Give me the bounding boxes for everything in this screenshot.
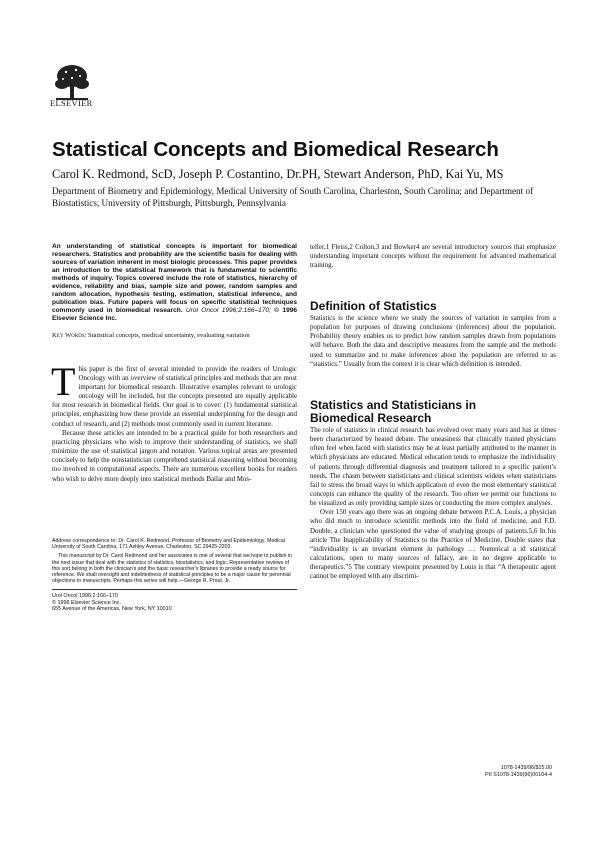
footnotes xyxy=(52,538,297,585)
editorial-note: This manuscript by Dr. Carol Redmond and her associates is one of several that we hope to publish in the next issue that deal with the statistics of statistics, biostatistics, and logic. Representative reviews of this sort belong in both the clinician's and the basic researcher's libraries to provide a ready source for reference. We shall oversight and indebtedness of statistical principles to be a major cause for perennial objections to manuscripts. Perhaps this series will help.—George R. Prout, Jr. xyxy=(52,553,292,585)
keywords xyxy=(52,332,297,340)
abstract-copyright: © 1996 Elsevier Science Inc. xyxy=(52,307,297,323)
section-definition xyxy=(310,314,556,369)
introduction xyxy=(51,358,297,484)
keywords-text: Statistical concepts, medical uncertainty, evaluating variation xyxy=(88,332,250,340)
statisticians-paragraph-1: The role of statistics in clinical research has evolved over many years and has at times been characterized by heated debate. The uneasiness that clinically trained physicians often feel when faced with statistics may be at least partially attributed to the manner in which physicians are educated. Medical education tends to emphasize the individuality of patients through differential diagnosis and treatment tailored to a specific patient’s needs. The chasm between statisticians and clinical scientists widens when statisticians fail to stress the broad ways in which application of even the most elementary statistical concepts can enhance the quality of the research. Too often we permit our functions to be visualized as only providing sample sizes or conducting the more complex analyses. xyxy=(310,425,556,508)
drop-cap: T xyxy=(51,358,76,404)
keywords-label: Key Words: xyxy=(52,332,87,340)
statisticians-paragraph-2: Over 150 years ago there was an ongoing debate between P.C.A. Louis, a physician who did much to introduce scientific methods into the field of medicine, and F.D. Double, a clinician who questioned the value of studying groups of patients.5,6 In his article The Inapplicability of Statistics to the Practice of Medicine, Double states that “individuality is an invariant element in pathology … Numerical a id statistical calculations, open to many sources of fallacy, are in no degree applicable to therapeutics.”5 The contrary viewpoint presented by Louis is that “A therapeutic agent cannot be employed with any discrimi- xyxy=(310,508,556,581)
left-column xyxy=(52,243,297,613)
abstract-citation: Urol Oncol 1996;2:166–170; xyxy=(185,307,271,315)
journal-info xyxy=(52,593,297,613)
issn-block xyxy=(432,765,552,779)
intro-paragraph-2: Because these articles are intended to be a practical guide for both researchers and practicing physicians who wish to improve their understanding of statistics, we shall minimize the use of statistical jargon and notation. Various topical areas are presented concisely to help the nonstatistician comprehend statistical reasoning without becoming too involved in computational aspects. There are numerous excellent books for readers who wish to delve more deeply into statistical methods Bailar and Mos- xyxy=(52,428,297,483)
correspondence-note: Address correspondence to: Dr. Carol K. Redmond, Professor of Biometry and Epidemiology, Medical University of South Carolina, 171 Ashley Avenue, Charleston, SC 29425-2203. xyxy=(52,537,285,550)
intro-paragraph-1 xyxy=(51,358,297,429)
publisher-name: ELSEVIER xyxy=(50,98,93,108)
pii: PII S1078-1439(96)00104-4 xyxy=(485,771,552,778)
right-column xyxy=(310,243,556,778)
continued-text xyxy=(310,243,556,270)
continued-paragraph: teller,1 Fleiss,2 Colton,3 and Bowker4 are several introductory sources that emphasize understanding important concepts without the requirement for advanced mathematical training. xyxy=(310,243,556,270)
author-affiliation: Department of Biometry and Epidemiology, Medical University of South Carolina, Charleston, South Carolina; and Department of Biostatistics, University of Pittsburgh, Pittsburgh, Pennsylvania xyxy=(52,186,534,208)
section-statisticians xyxy=(310,426,556,582)
journal-address: 655 Avenue of the Americas, New York, NY 10010 xyxy=(52,606,172,613)
definition-paragraph: Statistics is the science where we study the sources of variation in samples from a population for purposes of drawing conclusions (inferences) about the population. Probability theory enables us to predict how random samples drawn from populations will behave. Both the data and descriptive measures from the sample and the methods used to summarize and to make inferences about the population are referred to as “statistics.” Usually from the context it is clear which definition is intended. xyxy=(310,313,556,368)
footer-rule xyxy=(52,589,297,590)
journal-citation: Urol Oncol 1996;2:166–170 xyxy=(52,592,118,599)
issn-price: 1078-1439/96/$15.00 xyxy=(500,765,552,771)
author-list: Carol K. Redmond, ScD, Joseph P. Costantino, Dr.PH, Stewart Anderson, PhD, Kai Yu, MS xyxy=(52,167,504,181)
intro-paragraph-1-text: his paper is the first of several intended to provide the readers of Urologic Oncology with an overview of statistical principles and methods that are most important for biomedical research. Illustrative examples relevant to urologic oncology will be included, but the concepts presented are equally applicable for most research in biomedical fields. Our goal is to cover: (1) fundamental statistical principles, emphasizing how these provide an essential underpinning for the design and conduct of research, and (2) methods most commonly used in current literature. xyxy=(52,364,297,428)
section-heading-statisticians: Statistics and Statisticians in Biomedical Research xyxy=(310,397,477,426)
journal-copyright: © 1996 Elsevier Science Inc. xyxy=(52,599,121,606)
article-title: Statistical Concepts and Biomedical Research xyxy=(52,138,499,161)
abstract-text: An understanding of statistical concepts is important for biomedical researchers. Statistics and probability are the scientific basis for dealing with sources of variation inherent in most biologic processes. This paper provides an introduction to the statistical framework that is fundamental to scientific methods of inquiry. Topics covered include the role of statistics, hierarchy of evidence, reliability and bias, sample size and power, random samples and random allocation, hypothesis testing, estimation, statistical inference, and publication bias. Future papers will focus on specific statistical techniques commonly used in biomedical research. xyxy=(52,243,297,315)
abstract xyxy=(52,243,297,323)
section-heading-definition: Definition of Statistics xyxy=(310,299,437,314)
